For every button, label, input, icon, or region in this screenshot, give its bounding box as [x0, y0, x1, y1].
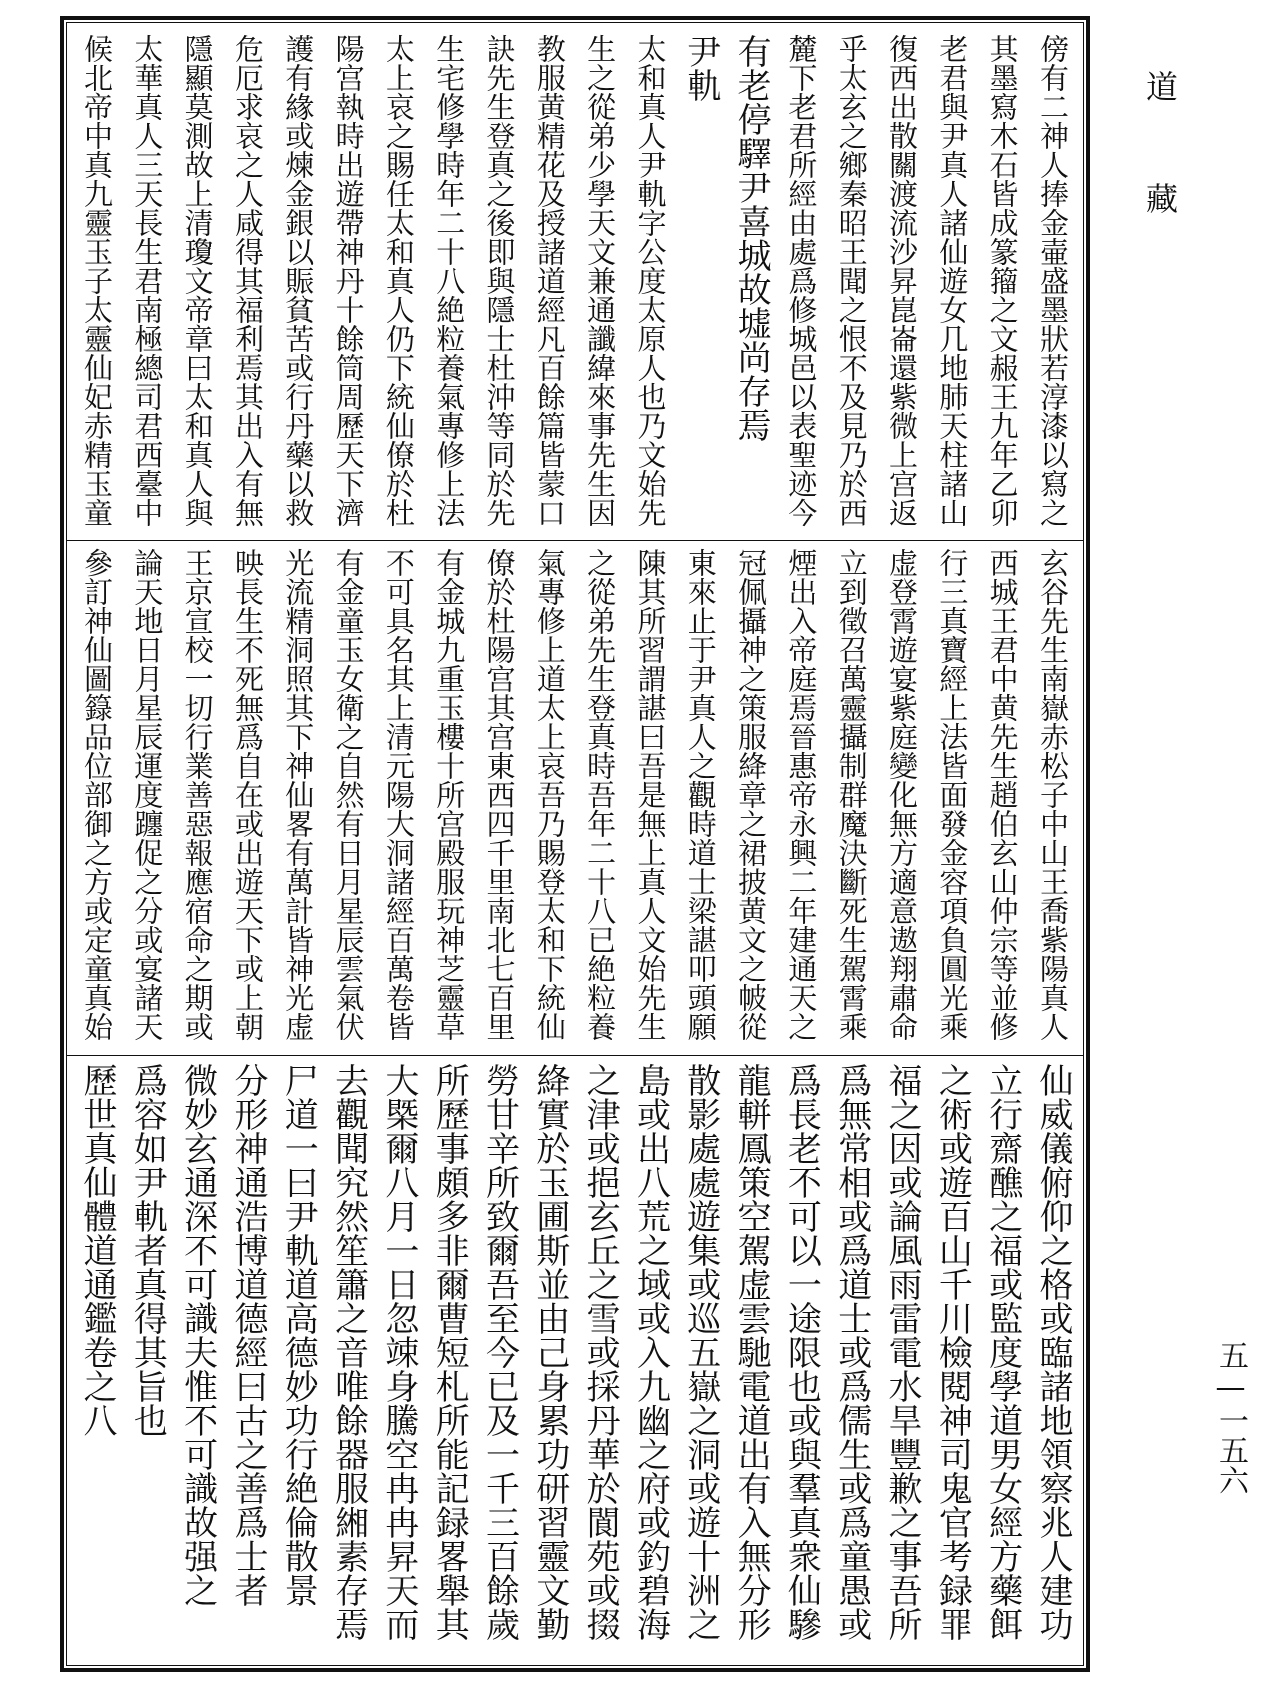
- text-column: 絳實於玉圃斯並由己身累功研習靈文勤: [529, 1063, 570, 1641]
- text-column: 候北帝中真九靈玉子太靈仙妃赤精玉童: [80, 34, 114, 527]
- text-column: 王京宣校一切行業善惡報應宿命之期或: [180, 548, 215, 1041]
- collection-title: 道藏: [1141, 70, 1179, 294]
- text-column: 龍軿鳳策空駕虚雲馳電道出有入無分形: [731, 1063, 772, 1641]
- text-column: 僚於杜陽宫其宫東西四千里南北七百里: [482, 548, 517, 1041]
- text-column: 隱顯莫測故上清瓊文帝章曰太和真人與: [180, 34, 215, 527]
- text-column: 玄谷先生南嶽赤松子中山王喬紫陽真人: [1035, 548, 1070, 1041]
- text-column: 麓下老君所經由處爲修城邑以表聖迹今: [784, 34, 819, 527]
- text-column: 光流精洞照其下神仙畧有萬計皆神光虚: [281, 548, 316, 1041]
- text-column: 其墨寫木石皆成篆籀之文赧王九年乙卯: [985, 34, 1020, 527]
- text-column: 參訂神仙圖籙品位部御之方或定童真始: [80, 548, 114, 1041]
- text-column: 映長生不死無爲自在或出遊天下或上朝: [230, 548, 265, 1041]
- text-column: 大槩爾八月一日忽竦身騰空冉冉昇天而: [378, 1063, 419, 1641]
- text-column: 立到徵召萬靈攝制群魔決斷死生駕霄乘: [834, 548, 869, 1041]
- text-column: 護有緣或煉金銀以賑貧苦或行丹藥以救: [281, 34, 316, 527]
- text-column: 所歷事頗多非爾曹短札所能記録畧舉其: [429, 1063, 470, 1641]
- text-panel-middle: [72, 548, 1078, 1048]
- text-column: 西城王君中黄先生趙伯玄山仲宗等並修: [985, 548, 1020, 1041]
- text-column: 太和真人尹軌字公度太原人也乃文始先: [633, 34, 668, 527]
- text-column: 爲無常相或爲道士或爲儒生或爲童愚或: [831, 1063, 872, 1641]
- panel-divider-2: [66, 1055, 1084, 1056]
- text-column: 行三真寶經上法皆面發金容項負圓光乘: [935, 548, 970, 1041]
- text-column: 爲長老不可以一途限也或與羣真衆仙驂: [781, 1063, 822, 1641]
- text-column: 陽宫執時出遊帶神丹十餘筒周歷天下濟: [331, 34, 366, 527]
- text-column: 生宅修學時年二十八絶粒養氣專修上法: [432, 34, 467, 527]
- text-column: 乎太玄之鄉秦昭王聞之恨不及見乃於西: [834, 34, 869, 527]
- text-column: 有金城九重玉樓十所宫殿服玩神芝靈草: [432, 548, 467, 1041]
- text-panel-top: [72, 34, 1078, 534]
- text-column: 勞甘辛所致爾吾至今已及一千三百餘歲: [479, 1063, 520, 1641]
- text-panel-bottom: [72, 1063, 1078, 1658]
- text-column: 爲容如尹軌者真得其旨也: [127, 1063, 168, 1437]
- text-column: 不可具名其上清元陽大洞諸經百萬卷皆: [381, 548, 416, 1041]
- text-column: 太上哀之賜任太和真人仍下統仙僚於杜: [381, 34, 416, 527]
- text-column: 傍有二神人捧金壷盛墨狀若淳漆以寫之: [1035, 34, 1070, 527]
- page-number: 五—一五六: [1213, 1340, 1248, 1495]
- text-column: 訣先生登真之後即與隱士杜沖等同於先: [482, 34, 517, 527]
- text-column: 尸道一曰尹軌道高德妙功行絶倫散景: [278, 1063, 319, 1607]
- text-column: 散影處處遊集或巡五嶽之洞或遊十洲之: [680, 1063, 721, 1641]
- text-column: 太華真人三天長生君南極總司君西臺中: [130, 34, 165, 527]
- text-column: 虚登霄遊宴紫庭變化無方適意遨翔肅命: [885, 548, 919, 1041]
- text-column: 立行齋醮之福或監度學道男女經方藥餌: [982, 1063, 1023, 1641]
- text-column: 之津或挹玄丘之雪或採丹華於閬苑或掇: [580, 1063, 621, 1641]
- panel-divider-1: [66, 540, 1084, 541]
- text-column: 島或出八荒之域或入九幽之府或釣碧海: [630, 1063, 671, 1641]
- text-column: 煙出入帝庭焉晉惠帝永興二年建通天之: [784, 548, 819, 1041]
- text-column: 福之因或論風雨雷電水旱豐歉之事吾所: [882, 1063, 922, 1641]
- text-column: 陳其所習謂諶曰吾是無上真人文始先生: [633, 548, 668, 1041]
- text-column: 之從弟先生登真時吾年二十八已絶粒養: [583, 548, 618, 1041]
- text-column: 有金童玉女衛之自然有日月星辰雲氣伏: [331, 548, 366, 1041]
- text-column: 有老停驛尹喜城故墟尚存焉: [731, 34, 772, 442]
- text-column: 冠佩攝神之策服絳章之裙披黄文之帔從: [734, 548, 769, 1041]
- text-column: 復西出散關渡流沙昇崑崙還紫微上宫返: [885, 34, 919, 527]
- text-column: 微妙玄通深不可識夫惟不可識故强之: [177, 1063, 218, 1607]
- text-column: 歷世真仙體道通鑑卷之八: [77, 1063, 117, 1437]
- text-column: 危厄求哀之人咸得其福利焉其出入有無: [230, 34, 265, 527]
- text-column: 去觀聞究然笙簫之音唯餘器服緗素存焉: [328, 1063, 369, 1641]
- text-column: 教服黄精花及授諸道經凡百餘篇皆蒙口: [532, 34, 567, 527]
- text-column: 尹軌: [680, 34, 721, 102]
- text-column: 分形神通浩博道德經曰古之善爲士者: [227, 1063, 268, 1607]
- text-column: 之術或遊百山千川檢閱神司鬼官考録罪: [932, 1063, 973, 1641]
- text-column: 生之從弟少學天文兼通讖緯來事先生因: [583, 34, 618, 527]
- text-column: 東來止于尹真人之觀時道士梁諶叩頭願: [683, 548, 718, 1041]
- text-column: 仙威儀俯仰之格或臨諸地領察兆人建功: [1032, 1063, 1073, 1641]
- text-column: 氣專修上道太上哀吾乃賜登太和下統仙: [532, 548, 567, 1041]
- text-column: 論天地日月星辰運度躔促之分或宴諸天: [130, 548, 165, 1041]
- text-column: 老君與尹真人諸仙遊女几地肺天柱諸山: [935, 34, 970, 527]
